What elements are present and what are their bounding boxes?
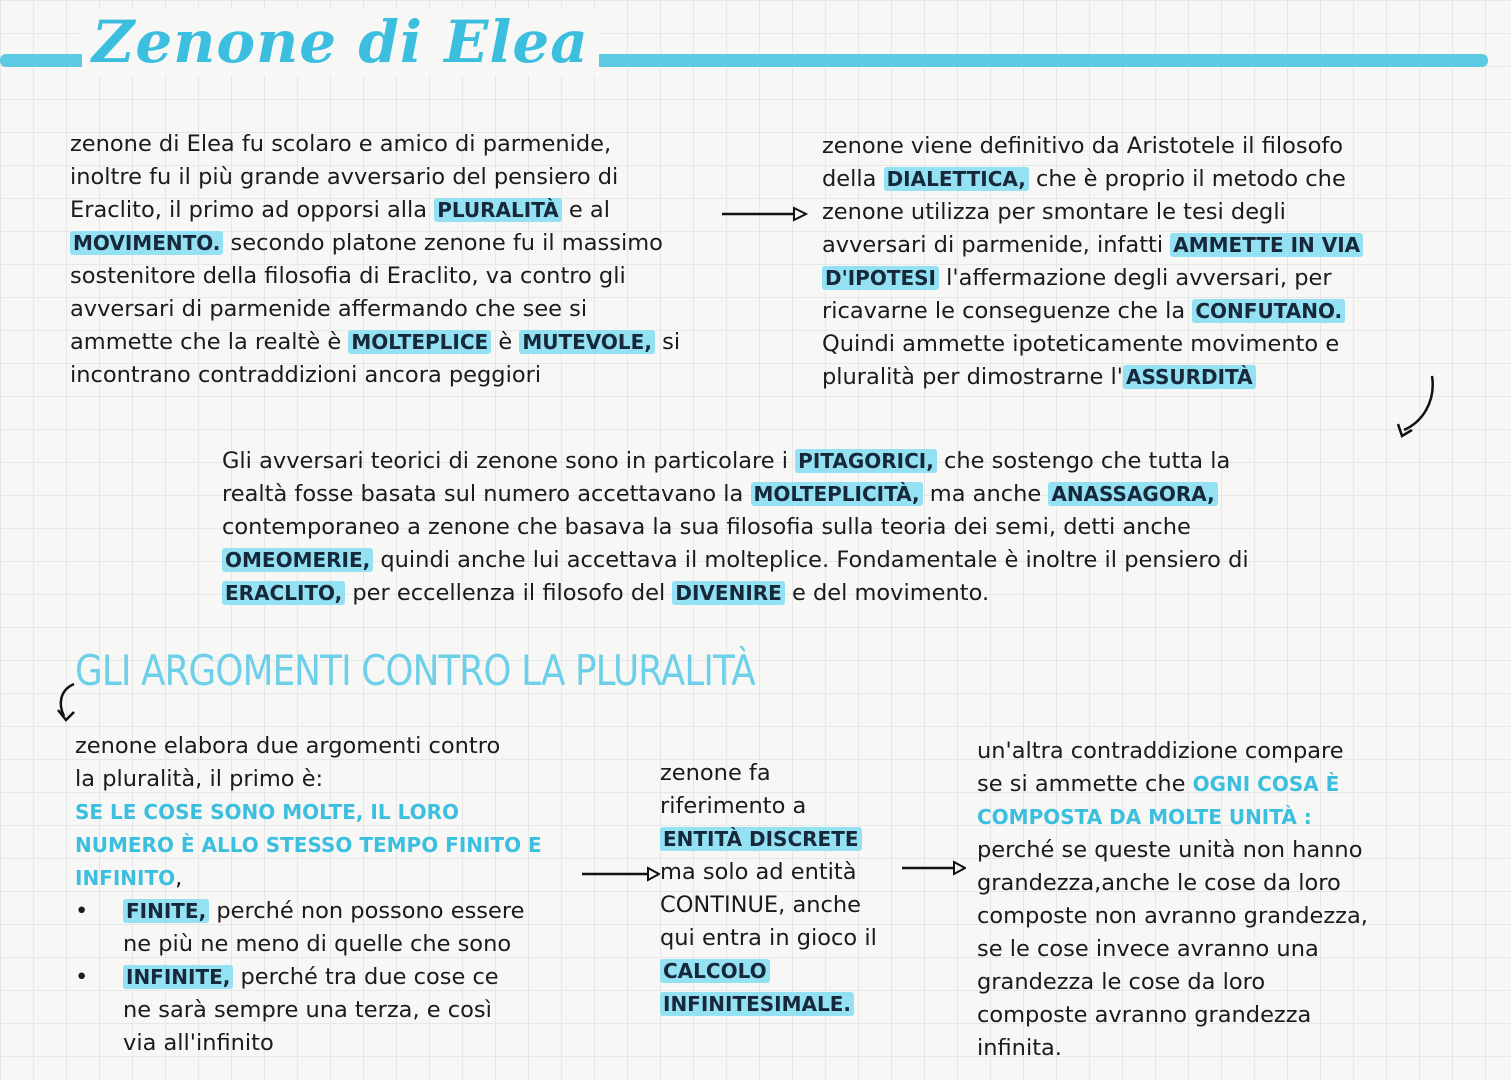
text-line: [660, 889, 877, 922]
highlighted-term: MOLTEPLICE: [348, 330, 491, 354]
text-segment: zenone viene definitivo da Aristotele il filosofo: [822, 133, 1344, 159]
text-segment: ne più ne meno di quelle che sono: [123, 931, 512, 957]
highlighted-term: CONFUTANO.: [1192, 299, 1345, 323]
text-segment: Quindi ammette ipoteticamente movimento e: [822, 331, 1340, 357]
text-line: [70, 227, 680, 260]
text-line: [660, 856, 877, 889]
text-segment: riferimento a: [660, 793, 807, 819]
page-title: Zenone di Elea: [82, 8, 599, 76]
text-line: [222, 478, 1249, 511]
text-line: [822, 262, 1363, 295]
highlighted-term: ENTITÀ DISCRETE: [660, 827, 862, 851]
text-segment: realtà fosse basata sul numero accettavano la: [222, 481, 751, 507]
text-line: [977, 768, 1368, 801]
text-line: [75, 763, 542, 796]
text-line: [977, 966, 1368, 999]
text-line: [660, 823, 877, 856]
text-segment: ,: [175, 865, 183, 891]
text-line: [977, 834, 1368, 867]
highlighted-term: DIVENIRE: [672, 581, 784, 605]
emphasized-text: NUMERO È ALLO STESSO TEMPO FINITO E: [75, 833, 542, 857]
text-line: [70, 359, 680, 392]
text-segment: secondo platone zenone fu il massimo: [223, 230, 663, 256]
text-line: [660, 790, 877, 823]
discrete-entities-paragraph: [660, 757, 877, 1021]
text-segment: la pluralità, il primo è:: [75, 766, 324, 792]
text-line: [75, 862, 542, 895]
text-line: [822, 229, 1363, 262]
text-line: [977, 801, 1368, 834]
bullet: •: [75, 964, 89, 990]
text-line: [977, 867, 1368, 900]
text-segment: si: [654, 329, 681, 355]
section-heading: GLI ARGOMENTI CONTRO LA PLURALITÀ: [75, 646, 755, 695]
text-segment: l'affermazione degli avversari, per: [938, 265, 1332, 291]
text-line: [977, 735, 1368, 768]
text-segment: e del movimento.: [784, 580, 990, 606]
text-segment: che è proprio il metodo che: [1028, 166, 1346, 192]
text-line: [822, 361, 1363, 394]
text-segment: zenone utilizza per smontare le tesi degli: [822, 199, 1286, 225]
highlighted-term: CALCOLO: [660, 959, 770, 983]
emphasized-text: INFINITO: [75, 866, 176, 890]
text-line: [70, 194, 680, 227]
emphasized-text: SE LE COSE SONO MOLTE, IL LORO: [75, 800, 460, 824]
highlighted-term: ERACLITO,: [222, 581, 345, 605]
highlighted-term: DIALETTICA,: [884, 167, 1029, 191]
text-line: [977, 1032, 1368, 1065]
text-segment: della: [822, 166, 884, 192]
text-segment: composte avranno grandezza: [977, 1002, 1312, 1028]
arrow-right-icon: [582, 864, 660, 884]
text-segment: perché se queste unità non hanno: [977, 837, 1363, 863]
text-segment: ammette che la realtè è: [70, 329, 349, 355]
title-underline-right: [470, 54, 1488, 67]
highlighted-term: MOVIMENTO.: [70, 231, 223, 255]
text-line: [222, 544, 1249, 577]
text-line: [75, 961, 542, 994]
adversaries-paragraph: [222, 445, 1249, 610]
text-segment: perché non possono essere: [209, 898, 525, 924]
text-segment: grandezza,anche le cose da loro: [977, 870, 1341, 896]
text-segment: sostenitore della filosofia di Eraclito, va contro gli: [70, 263, 626, 289]
text-line: [75, 895, 542, 928]
text-segment: inoltre fu il più grande avversario del pensiero di: [70, 164, 619, 190]
text-line: [70, 293, 680, 326]
text-segment: contemporaneo a zenone che basava la sua filosofia sulla teoria dei semi, detti anche: [222, 514, 1191, 540]
text-segment: ricavarne le conseguenze che la: [822, 298, 1193, 324]
text-line: [822, 196, 1363, 229]
text-line: [70, 128, 680, 161]
text-segment: perché tra due cose ce: [233, 964, 499, 990]
highlighted-term: MOLTEPLICITÀ,: [751, 482, 923, 506]
highlighted-term: INFINITE,: [123, 965, 233, 989]
emphasized-text: COMPOSTA DA MOLTE UNITÀ :: [977, 805, 1312, 829]
text-line: [75, 829, 542, 862]
text-segment: pluralità per dimostrarne l': [822, 364, 1123, 390]
text-line: [75, 730, 542, 763]
text-segment: qui entra in gioco il: [660, 925, 877, 951]
highlighted-term: MUTEVOLE,: [519, 330, 655, 354]
text-segment: è: [491, 329, 520, 355]
text-line: [222, 577, 1249, 610]
text-segment: se si ammette che: [977, 771, 1193, 797]
highlighted-term: INFINITESIMALE.: [660, 992, 854, 1016]
text-line: [75, 796, 542, 829]
text-segment: infinita.: [977, 1035, 1062, 1061]
text-segment: grandezza le cose da loro: [977, 969, 1266, 995]
text-line: [977, 933, 1368, 966]
curved-arrow-icon: [1392, 372, 1442, 442]
intro-paragraph: [70, 128, 680, 392]
text-line: [222, 445, 1249, 478]
text-segment: incontrano contraddizioni ancora peggiori: [70, 362, 542, 388]
text-segment: ma anche: [922, 481, 1049, 507]
text-line: [75, 928, 542, 961]
arrow-right-icon: [722, 204, 808, 224]
text-line: [660, 955, 877, 988]
text-segment: per eccellenza il filosofo del: [345, 580, 673, 606]
title-underline-left: [0, 54, 90, 67]
text-line: [70, 326, 680, 359]
text-segment: zenone fa: [660, 760, 771, 786]
highlighted-term: ANASSAGORA,: [1048, 482, 1217, 506]
highlighted-term: OMEOMERIE,: [222, 548, 373, 572]
emphasized-text: OGNI COSA È: [1192, 772, 1340, 796]
highlighted-term: D'IPOTESI: [822, 266, 939, 290]
highlighted-term: PITAGORICI,: [795, 449, 937, 473]
text-segment: avversari di parmenide affermando che see si: [70, 296, 588, 322]
curved-arrow-icon: [52, 680, 88, 730]
bullet: •: [75, 898, 89, 924]
text-line: [822, 295, 1363, 328]
text-segment: ma solo ad entità: [660, 859, 857, 885]
text-line: [70, 260, 680, 293]
text-segment: zenone elabora due argomenti contro: [75, 733, 501, 759]
arrow-right-icon: [902, 858, 966, 878]
text-line: [660, 757, 877, 790]
text-line: [977, 900, 1368, 933]
text-segment: via all'infinito: [123, 1030, 274, 1056]
text-line: [222, 511, 1249, 544]
text-line: [977, 999, 1368, 1032]
text-line: [75, 994, 542, 1027]
text-segment: se le cose invece avranno una: [977, 936, 1319, 962]
text-line: [75, 1027, 542, 1060]
highlighted-term: AMMETTE IN VIA: [1170, 233, 1363, 257]
text-segment: che sostengo che tutta la: [936, 448, 1231, 474]
text-segment: composte non avranno grandezza,: [977, 903, 1368, 929]
second-argument-paragraph: [977, 735, 1368, 1065]
text-segment: un'altra contraddizione compare: [977, 738, 1344, 764]
text-segment: zenone di Elea fu scolaro e amico di parmenide,: [70, 131, 612, 157]
text-line: [822, 328, 1363, 361]
text-line: [660, 922, 877, 955]
text-segment: e al: [561, 197, 610, 223]
text-line: [70, 161, 680, 194]
text-segment: CONTINUE, anche: [660, 892, 861, 918]
highlighted-term: FINITE,: [123, 899, 209, 923]
text-segment: quindi anche lui accettava il molteplice. Fondamentale è inoltre il pensiero di: [373, 547, 1249, 573]
first-argument-paragraph: [75, 730, 542, 1060]
text-segment: ne sarà sempre una terza, e così: [123, 997, 492, 1023]
highlighted-term: PLURALITÀ: [434, 198, 562, 222]
text-segment: Eraclito, il primo ad opporsi alla: [70, 197, 435, 223]
dialectic-paragraph: [822, 130, 1363, 394]
text-line: [822, 130, 1363, 163]
text-line: [660, 988, 877, 1021]
text-line: [822, 163, 1363, 196]
highlighted-term: ASSURDITÀ: [1123, 365, 1256, 389]
text-segment: Gli avversari teorici di zenone sono in particolare i: [222, 448, 796, 474]
text-segment: avversari di parmenide, infatti: [822, 232, 1171, 258]
